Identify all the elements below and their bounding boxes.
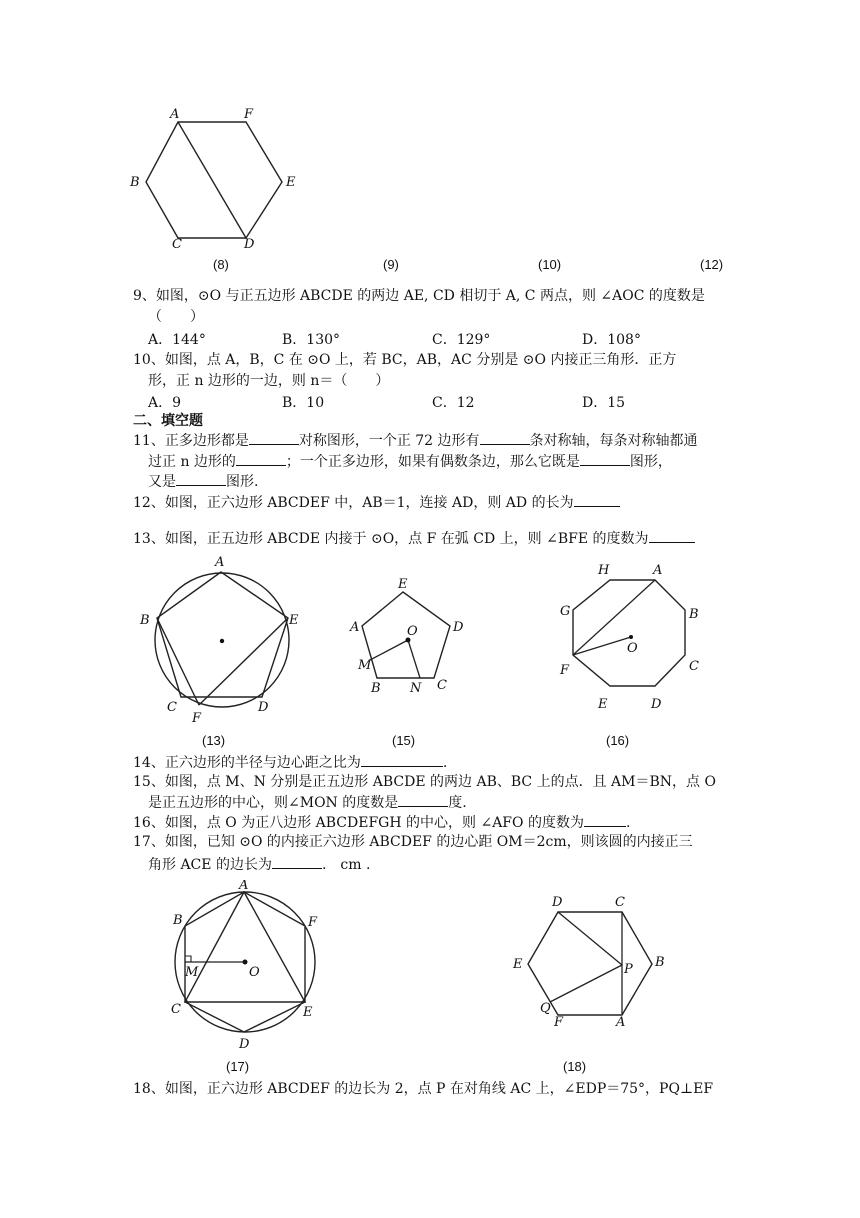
q9-option-a: A．144° — [148, 332, 206, 348]
q11-part6: 图形， — [629, 454, 672, 470]
fig13-label-D: D — [258, 700, 269, 715]
q11-part1: 11、正多边形都是 — [133, 433, 249, 449]
q15-line1: 15、如图，点 M、N 分别是正五边形 ABCDE 的两边 AB、BC 上的点．且 AM＝BN，点 O — [133, 774, 716, 790]
fig8-label-C: C — [172, 237, 182, 250]
q15-blank — [398, 792, 448, 807]
q18-line: 18、如图，正六边形 ABCDEF 的边长为 2，点 P 在对角线 AC 上，∠EDP＝75°，PQ⊥EF — [133, 1081, 714, 1097]
q11-part4: 过正 n 边形的 — [148, 454, 236, 470]
caption-8: (8) — [213, 257, 229, 272]
q9-option-c: C．129° — [432, 332, 491, 348]
figure-18-hexagon-PQ — [510, 892, 680, 1042]
fig17-label-B: B — [173, 913, 183, 928]
fig16-label-C: C — [689, 659, 699, 674]
figure-8-hexagon — [120, 100, 310, 250]
q11-part2: 对称图形，一个正 72 边形有 — [298, 433, 480, 449]
q16-end: . — [625, 815, 631, 831]
q10-option-a: A．9 — [148, 395, 182, 411]
q12-blank — [574, 492, 620, 507]
figure-15-pentagon — [340, 572, 470, 698]
q11-part7: 又是 — [148, 474, 176, 490]
fig15-label-B: B — [371, 681, 381, 696]
fig18-label-D: D — [552, 895, 563, 910]
q16-blank — [584, 812, 626, 827]
fig16-label-A: A — [653, 563, 663, 578]
q10-option-c: C．12 — [432, 395, 475, 411]
q11-line2 — [148, 451, 672, 472]
q11-part8: 图形. — [226, 474, 259, 490]
fig18-label-Q: Q — [540, 1001, 551, 1016]
fig17-label-F: F — [308, 915, 318, 930]
fig8-label-F: F — [244, 107, 254, 122]
fig8-label-B: B — [130, 175, 140, 190]
q11-blank3 — [236, 451, 286, 466]
fig18-label-E: E — [513, 957, 523, 972]
q11-blank5 — [176, 471, 226, 486]
fig13-label-C: C — [167, 700, 177, 715]
q13-text: 13、如图，正五边形 ABCDE 内接于 ⊙O，点 F 在弧 CD 上，则 ∠BFE 的度数为 — [133, 531, 649, 547]
q16-text: 16、如图，点 O 为正八边形 ABCDEFGH 的中心，则 ∠AFO 的度数为 — [133, 815, 584, 831]
fig15-label-M: M — [358, 658, 372, 673]
fig18-label-B: B — [655, 955, 665, 970]
fig15-label-O: O — [407, 624, 418, 639]
caption-17: (17) — [226, 1059, 250, 1074]
q15-end: 度. — [448, 795, 467, 811]
fig18-label-F: F — [554, 1015, 564, 1030]
q9-option-b: B．130° — [282, 332, 341, 348]
q13-line — [133, 528, 695, 549]
fig16-label-F: F — [560, 663, 570, 678]
fig8-label-E: E — [286, 175, 296, 190]
fig16-label-O: O — [627, 641, 638, 656]
q17-text2a: 角形 ACE 的边长为 — [148, 857, 272, 873]
fig16-label-H: H — [598, 563, 610, 578]
q12-text: 12、如图，正六边形 ABCDEF 中，AB＝1，连接 AD，则 AD 的长为 — [133, 495, 574, 511]
fig13-label-F: F — [192, 711, 202, 726]
q16-line — [133, 812, 630, 833]
fig16-label-D: D — [651, 697, 662, 712]
fig15-label-C: C — [437, 678, 447, 693]
q14-blank — [361, 752, 443, 767]
q14-end: . — [442, 755, 448, 771]
caption-12: (12) — [700, 257, 724, 272]
fig18-label-P: P — [624, 962, 633, 977]
q10-line2: 形，正 n 边形的一边，则 n＝（ ） — [148, 373, 390, 389]
q15-text2: 是正五边形的中心，则∠MON 的度数是 — [148, 795, 399, 811]
fig16-label-E: E — [598, 697, 608, 712]
caption-10: (10) — [538, 257, 562, 272]
caption-9: (9) — [383, 257, 399, 272]
section-heading-fill-in: 二、填空题 — [133, 413, 203, 429]
q11-blank2 — [480, 430, 530, 445]
fig17-label-C: C — [171, 1002, 181, 1017]
q17-blank — [272, 854, 322, 869]
caption-16: (16) — [606, 733, 630, 748]
q12-line — [133, 492, 620, 513]
q11-blank4 — [580, 451, 630, 466]
q10-line1: 10、如图，点 A，B，C 在 ⊙O 上，若 BC，AB，AC 分别是 ⊙O 内接正三角形．正方 — [133, 352, 677, 368]
fig17-label-E: E — [303, 1005, 313, 1020]
q9-option-d: D．108° — [582, 332, 641, 348]
q11-line3 — [148, 471, 258, 492]
fig13-label-B: B — [140, 613, 150, 628]
fig8-label-A: A — [170, 107, 180, 122]
q13-blank — [649, 528, 695, 543]
q10-option-b: B．10 — [282, 395, 325, 411]
q15-line2 — [148, 792, 467, 813]
caption-15: (15) — [392, 733, 416, 748]
figure-13-pentagon-in-circle — [135, 550, 305, 730]
q17-text2b: . cm . — [321, 857, 371, 873]
fig17-label-A: A — [239, 880, 249, 893]
fig15-label-A: A — [350, 620, 360, 635]
fig13-label-A: A — [215, 555, 225, 570]
caption-18: (18) — [563, 1059, 587, 1074]
caption-13: (13) — [202, 733, 226, 748]
q10-option-d: D．15 — [582, 395, 626, 411]
fig17-label-D: D — [239, 1037, 250, 1052]
q14-line — [133, 752, 447, 773]
q14-text: 14、正六边形的半径与边心距之比为 — [133, 755, 361, 771]
figure-17-hexagon-triangle — [165, 880, 335, 1060]
q9-line2: （ ） — [148, 309, 204, 325]
fig17-label-O: O — [249, 965, 260, 980]
q11-part5: ；一个正多边形，如果有偶数条边，那么它既是 — [285, 454, 580, 470]
fig18-label-A: A — [616, 1015, 626, 1030]
q11-line1 — [133, 430, 698, 451]
fig8-label-D: D — [244, 237, 255, 250]
q11-blank1 — [249, 430, 299, 445]
q11-part3: 条对称轴，每条对称轴都通 — [529, 433, 698, 449]
figure-16-octagon — [555, 560, 715, 720]
fig15-label-N: N — [410, 681, 422, 696]
fig15-label-E: E — [398, 577, 408, 592]
q9-line1: 9、如图，⊙O 与正五边形 ABCDE 的两边 AE, CD 相切于 A, C 两点，则 ∠AOC 的度数是 — [133, 288, 705, 304]
q17-line1: 17、如图，已知 ⊙O 的内接正六边形 ABCDEF 的边心距 OM＝2cm，则该圆的内接正三 — [133, 834, 693, 850]
fig16-label-B: B — [689, 607, 699, 622]
q17-line2 — [148, 854, 370, 875]
fig17-label-M: M — [185, 965, 199, 980]
fig18-label-C: C — [615, 895, 625, 910]
fig15-label-D: D — [453, 620, 464, 635]
fig13-label-E: E — [289, 613, 299, 628]
fig16-label-G: G — [560, 604, 571, 619]
